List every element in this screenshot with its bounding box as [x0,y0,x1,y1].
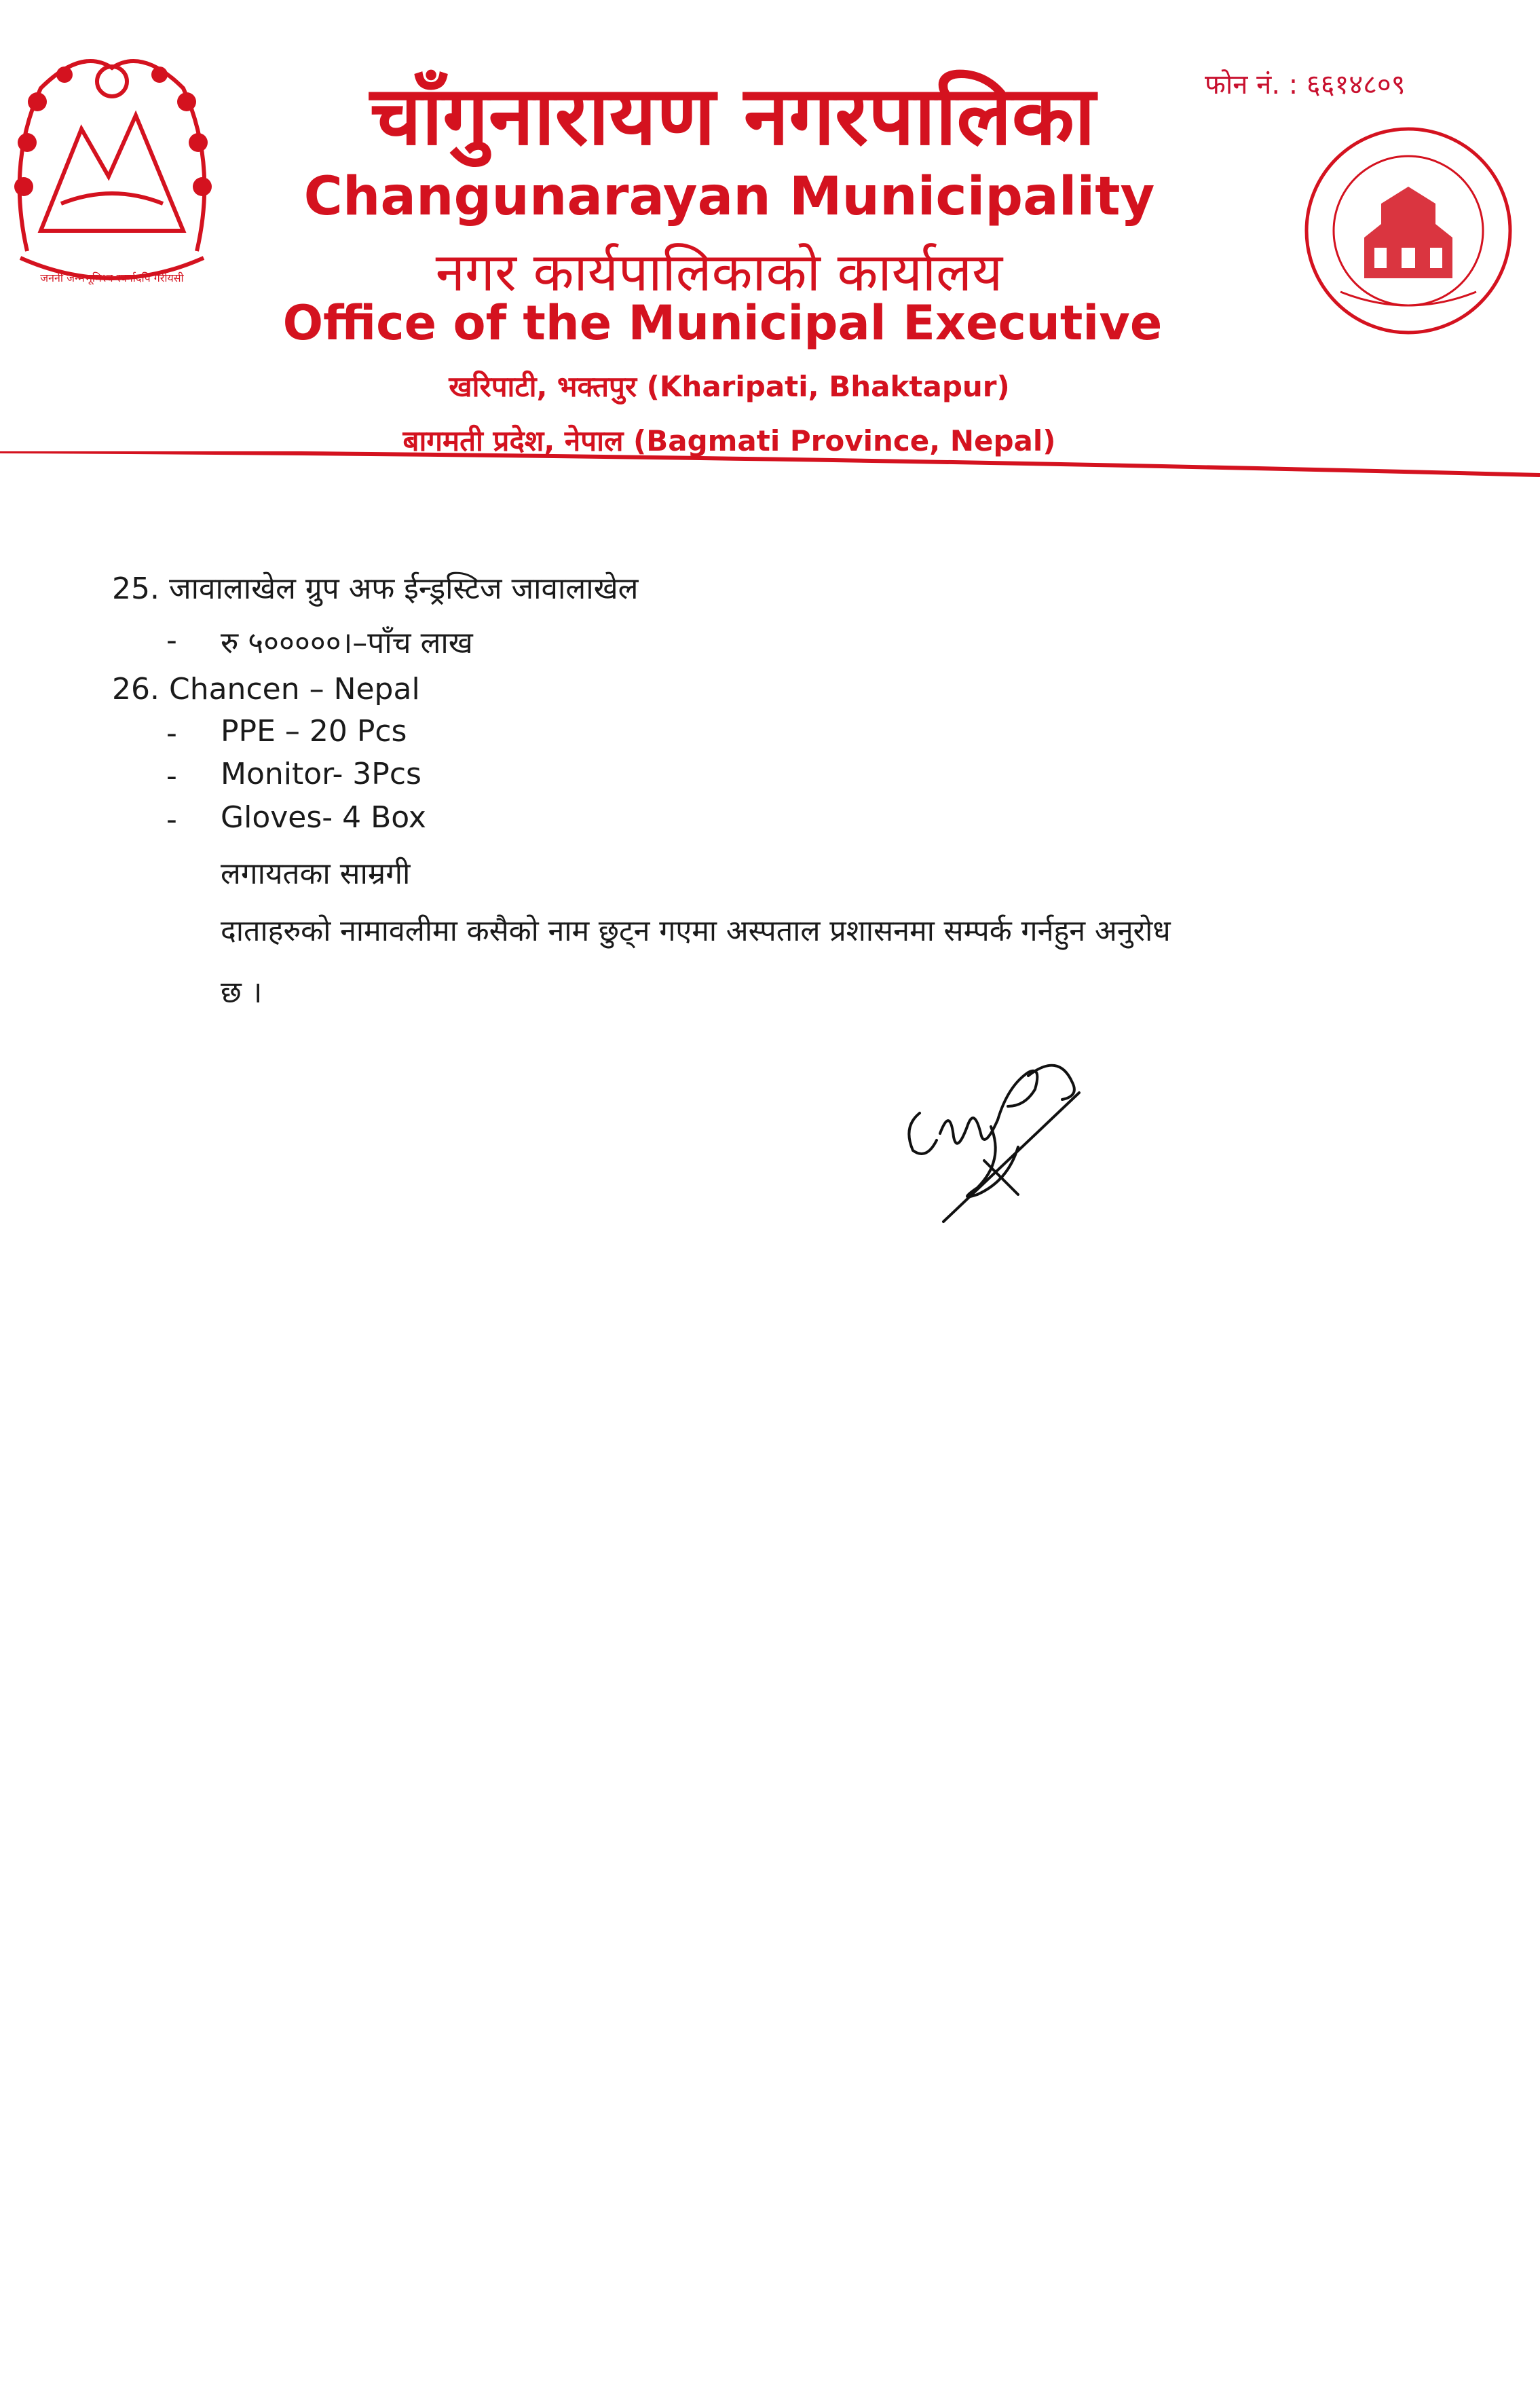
office-title-english: Office of the Municipal Executive [282,295,1163,351]
bullet-dash: - [166,759,177,793]
request-note-line-1: दाताहरुको नामावलीमा कसैको नाम छुट्न गएमा अस्पताल प्रशासनमा सम्पर्क गर्नहुन अनुरोध [221,914,1171,948]
item-detail: रु ५०००००।–पाँच लाख [221,626,473,660]
municipality-seal-icon [1300,122,1517,339]
emblem-motto: जननी जन्मभूमिश्च स्वर्गादपि गरीयसी [40,271,184,284]
office-title-nepali: नगर कार्यपालिकाको कार्यालय [435,242,1003,303]
municipality-title-english: Changunarayan Municipality [303,166,1155,227]
item-detail: Gloves- 4 Box [221,800,426,835]
phone-number: फोन नं. : ६६१४८०९ [1205,69,1406,100]
municipality-title-nepali: चाँगुनारायण नगरपालिका [370,69,1095,164]
item-detail: Monitor- 3Pcs [221,757,421,791]
address-line-1: खरिपाटी, भक्तपुर (Kharipati, Bhaktapur) [449,370,1010,403]
item-name: जावालाखेल ग्रुप अफ ईन्ड्रस्टिज जावालाखेल [168,571,639,606]
address-line-2: बागमती प्रदेश, नेपाल (Bagmati Province, Nepal) [402,424,1056,457]
list-item-26 [112,672,420,707]
item-number: 25. [112,571,159,606]
list-item-25 [112,567,638,607]
signature-icon [889,1025,1093,1228]
item-number: 26. [112,672,159,707]
bullet-dash: - [166,802,177,837]
bullet-dash: - [166,716,177,751]
item-name: Chancen – Nepal [168,672,420,707]
bullet-dash: - [166,623,177,658]
request-note-line-2: छ । [221,975,263,1010]
item-detail: PPE – 20 Pcs [221,714,407,749]
materials-note: लगायतका साम्रगी [221,857,411,891]
header-divider [0,451,1540,492]
